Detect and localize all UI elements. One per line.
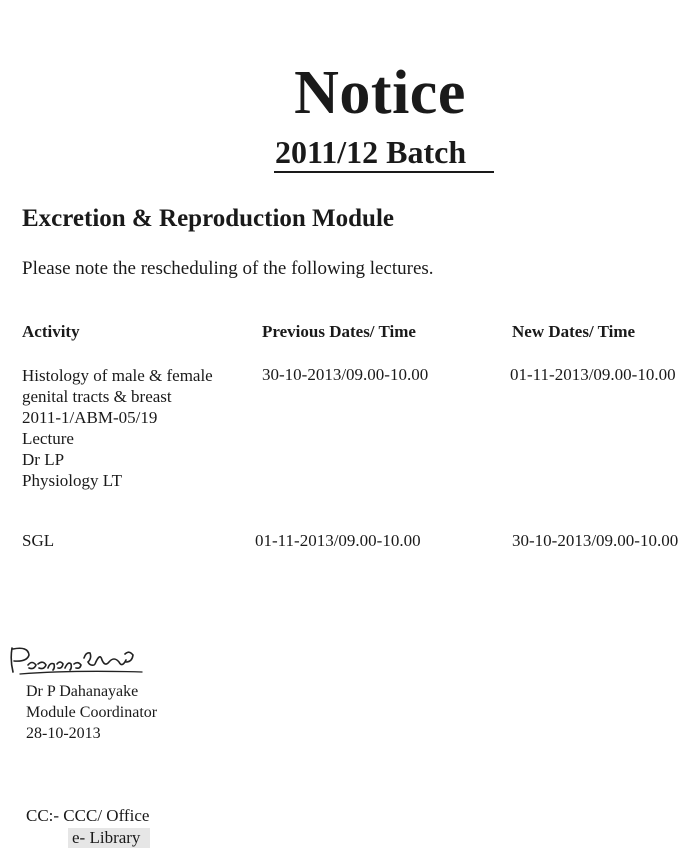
header-previous-dates: Previous Dates/ Time <box>262 322 416 341</box>
new-date-cell: 01-11-2013/09.00-10.00 <box>510 365 676 384</box>
new-date-cell: 30-10-2013/09.00-10.00 <box>512 531 679 550</box>
previous-date-cell: 01-11-2013/09.00-10.00 <box>255 531 421 550</box>
activity-cell: SGL <box>22 531 55 550</box>
signature-date: 28-10-2013 <box>26 725 101 742</box>
intro-text: Please note the rescheduling of the following lectures. <box>22 258 434 279</box>
cc-library: e- Library <box>68 828 150 848</box>
cc-line: CC:- CCC/ Office <box>26 806 150 825</box>
signatory-name: Dr P Dahanayake <box>26 683 139 700</box>
batch-underline <box>274 171 494 173</box>
handwritten-signature <box>2 640 162 680</box>
header-activity: Activity <box>22 322 80 341</box>
previous-date-cell: 30-10-2013/09.00-10.00 <box>262 365 429 384</box>
activity-cell: Histology of male & female genital tracts & breast 2011-1/ABM-05/19 Lecture Dr LP Physiology LT <box>22 366 213 490</box>
header-new-dates: New Dates/ Time <box>512 322 636 341</box>
module-heading: Excretion & Reproduction Module <box>22 205 394 232</box>
notice-title: Notice <box>294 59 466 127</box>
signatory-role: Module Coordinator <box>26 704 158 721</box>
batch-heading: 2011/12 Batch <box>275 134 467 170</box>
